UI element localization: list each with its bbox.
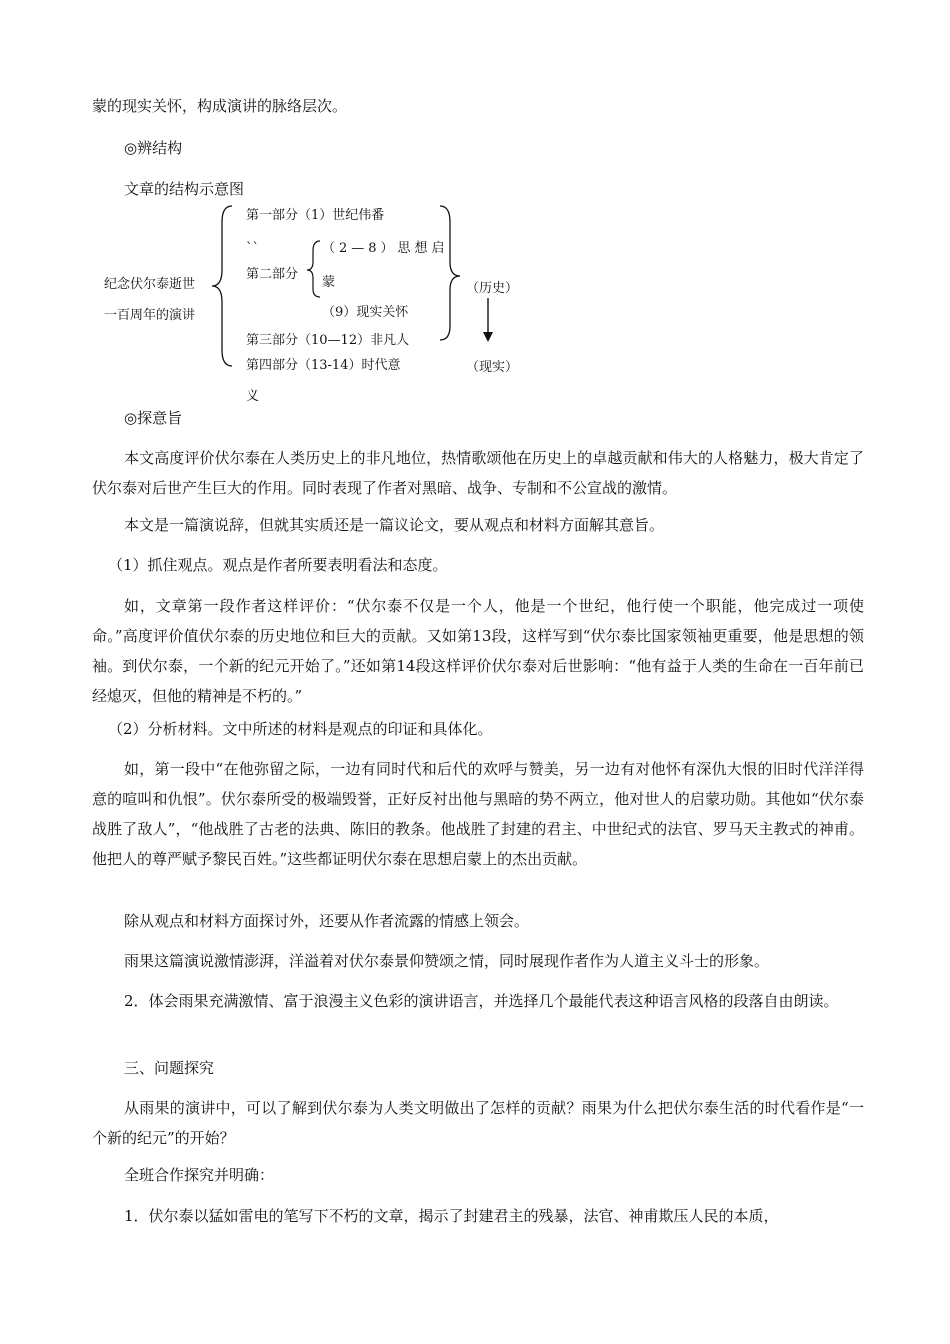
diagram-label-reality: （现实） <box>466 360 519 375</box>
paragraph-5: （2）分析材料。文中所述的材料是观点的印证和具体化。 <box>108 720 493 738</box>
diagram-sub-a2: 蒙 <box>322 275 336 290</box>
diagram-brackets <box>0 0 950 420</box>
diagram-part1: 第一部分（1）世纪伟番 <box>246 208 385 223</box>
diagram-part3: 第三部分（10—12）非凡人 <box>246 333 410 348</box>
arrow-down-icon <box>483 332 493 342</box>
paragraph-2: 本文是一篇演说辞，但就其实质还是一篇议论文，要从观点和材料方面解其意旨。 <box>124 516 665 534</box>
paragraph-6: 如，第一段中“在他弥留之际，一边有同时代和后代的欢呼与赞美，另一边有对他怀有深仇大恨的旧时代洋洋得意的喧叫和仇恨”。伏尔泰所受的极端毁誉，正好反衬出他与黑暗的势不两立，他对世人的启蒙功勋。其他如“伏尔泰战胜了敌人”，“他战胜了古老的法典、陈旧的教条。他战胜了封建的君主、中世纪式的法官、罗马天主教式的神甫。他把人的尊严赋予黎民百姓。”这些都证明伏尔泰在思想启蒙上的杰出贡献。 <box>92 760 864 868</box>
section-heading-3: 三、问题探究 <box>124 1059 215 1077</box>
diagram-root-line1: 纪念伏尔泰逝世 <box>104 277 196 292</box>
diagram-part1-tail: `` <box>246 241 259 256</box>
paragraph-4: 如，文章第一段作者这样评价：“伏尔泰不仅是一个人，他是一个世纪，他行使一个职能，他完成过一项使命。”高度评价值伏尔泰的历史地位和巨大的贡献。又如第13段，这样写到“伏尔泰比国家领袖更重要，他是思想的领袖。到伏尔泰，一个新的纪元开始了。”还如第14段这样评价伏尔泰对后世影响：“他有益于人类的生命在一百年前已经熄灭，但他的精神是不朽的。” <box>92 597 864 705</box>
section-heading-structure: ◎辨结构 <box>124 139 183 157</box>
diagram-label-history: （历史） <box>466 281 519 296</box>
diagram-sub-a: （2—8）思想启 <box>322 241 449 256</box>
diagram-sub-b: （9）现实关怀 <box>322 305 409 320</box>
paragraph-8: 雨果这篇演说激情澎湃，洋溢着对伏尔泰景仰赞颂之情，同时展现作者作为人道主义斗士的形象。 <box>124 952 770 970</box>
diagram-part4: 第四部分（13-14）时代意 <box>246 358 401 373</box>
diagram-part4-tail: 义 <box>246 389 260 404</box>
paragraph-10: 从雨果的演讲中，可以了解到伏尔泰为人类文明做出了怎样的贡献？雨果为什么把伏尔泰生活的时代看作是“一个新的纪元”的开始？ <box>92 1099 864 1147</box>
paragraph-7: 除从观点和材料方面探讨外，还要从作者流露的情感上领会。 <box>124 912 530 930</box>
left-brace-icon <box>212 206 232 366</box>
paragraph-9: 2．体会雨果充满激情、富于浪漫主义色彩的演讲语言，并选择几个最能代表这种语言风格的段落自由朗读。 <box>124 992 839 1010</box>
diagram-part2: 第二部分 <box>246 267 299 282</box>
paragraph-3: （1）抓住观点。观点是作者所要表明看法和态度。 <box>108 556 448 574</box>
paragraph-12: 1．伏尔泰以猛如雷电的笔写下不朽的文章，揭示了封建君主的残暴，法官、神甫欺压人民的本质， <box>124 1207 779 1225</box>
paragraph-11: 全班合作探究并明确： <box>124 1166 275 1184</box>
continuation-line: 蒙的现实关怀，构成演讲的脉络层次。 <box>92 97 348 115</box>
diagram-root-line2: 一百周年的演讲 <box>104 308 196 323</box>
section-heading-meaning: ◎探意旨 <box>124 409 183 427</box>
small-brace-icon <box>307 241 320 297</box>
paragraph-1: 本文高度评价伏尔泰在人类历史上的非凡地位，热情歌颂他在历史上的卓越贡献和伟大的人格魅力，极大肯定了伏尔泰对后世产生巨大的作用。同时表现了作者对黑暗、战争、专制和不公宣战的激情。 <box>92 449 864 497</box>
diagram-caption: 文章的结构示意图 <box>124 180 245 198</box>
right-brace-icon <box>440 206 460 340</box>
